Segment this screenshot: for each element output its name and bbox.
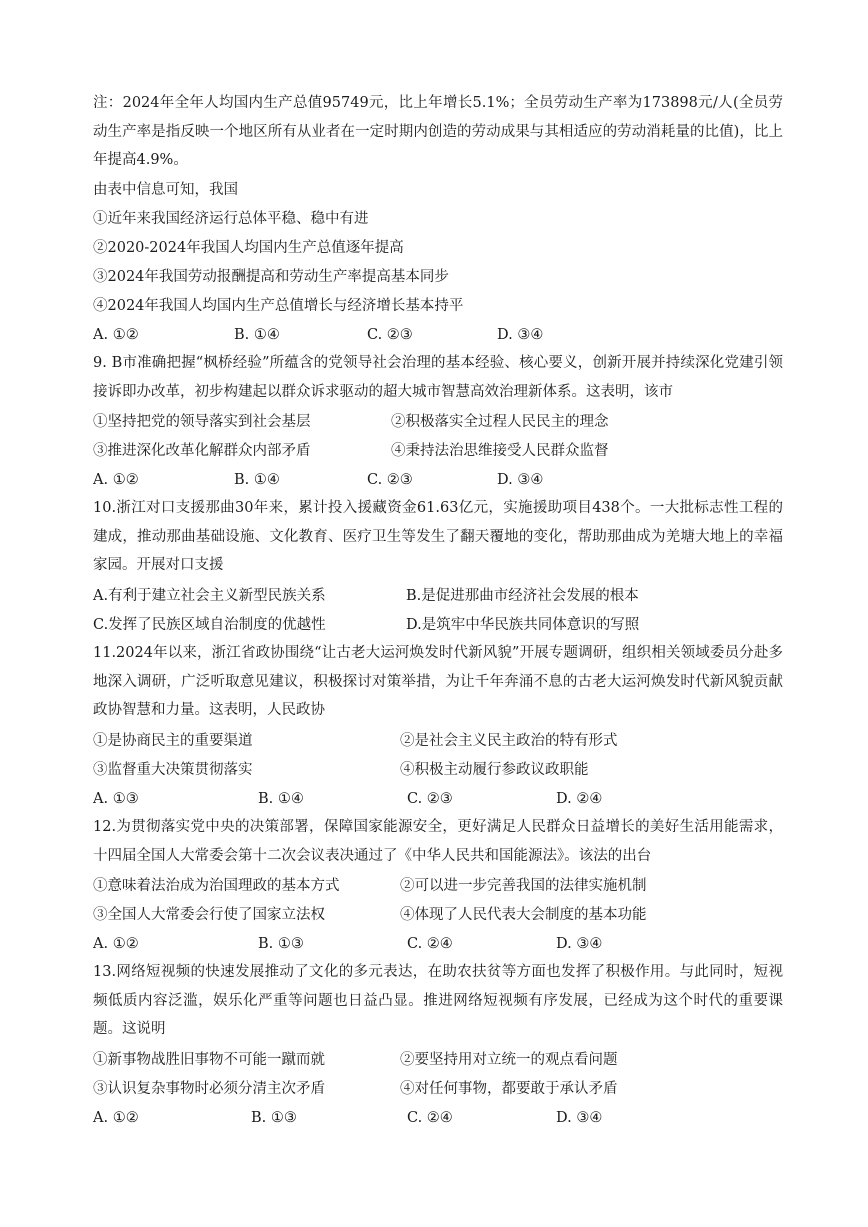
- q12-option-c[interactable]: C. ②④: [407, 936, 453, 952]
- table-note: 注：2024年全年人均国内生产总值95749元，比上年增长5.1%；全员劳动生产率为173898元/人(全员劳动生产率是指反映一个地区所有从业者在一定时期内创造的劳动成果与其相适应的劳动消耗量的比值)，比上年提高4.9%。: [93, 95, 783, 169]
- q13-option-b[interactable]: B. ①③: [251, 1110, 297, 1126]
- q9-stem: 9. B市准确把握“枫桥经验”所蕴含的党领导社会治理的基本经验、核心要义，创新开展并持续深化党建引领接诉即办改革，初步构建起以群众诉求驱动的超大城市智慧高效治理新体系。这表明，该市: [93, 355, 783, 400]
- q11-option-d[interactable]: D. ②④: [556, 791, 603, 807]
- q13-item-4: ④对任何事物，都要敢于承认矛盾: [400, 1081, 618, 1097]
- q9-option-c[interactable]: C. ②③: [367, 472, 413, 488]
- q9-option-b[interactable]: B. ①④: [234, 472, 280, 488]
- q12-stem: 12.为贯彻落实党中央的决策部署，保障国家能源安全，更好满足人民群众日益增长的美好生活用能需求，十四届全国人大常委会第十二次会议表决通过了《中华人民共和国能源法》。该法的出台: [93, 819, 783, 864]
- q8-item-4: ④2024年我国人均国内生产总值增长与经济增长基本持平: [93, 298, 464, 314]
- q8-item-2: ②2020-2024年我国人均国内生产总值逐年提高: [93, 240, 404, 256]
- q8-option-d[interactable]: D. ③④: [497, 327, 544, 343]
- q12-item-2: ②可以进一步完善我国的法律实施机制: [400, 878, 647, 894]
- q10-option-d[interactable]: D.是筑牢中华民族共同体意识的写照: [406, 617, 640, 633]
- q12-item-3: ③全国人大常委会行使了国家立法权: [93, 907, 325, 923]
- q12-option-b[interactable]: B. ①③: [258, 936, 304, 952]
- q12-item-4: ④体现了人民代表大会制度的基本功能: [400, 907, 647, 923]
- q13-option-d[interactable]: D. ③④: [556, 1110, 603, 1126]
- q9-option-d[interactable]: D. ③④: [497, 472, 544, 488]
- q13-option-c[interactable]: C. ②④: [407, 1110, 453, 1126]
- q13-option-a[interactable]: A. ①②: [93, 1110, 139, 1126]
- q11-item-2: ②是社会主义民主政治的特有形式: [400, 733, 618, 749]
- q11-option-b[interactable]: B. ①④: [258, 791, 304, 807]
- q11-stem: 11.2024年以来，浙江省政协围绕“让古老大运河焕发时代新风貌”开展专题调研，组织相关领域委员分赴多地深入调研，广泛听取意见建议，积极探讨对策举措，为让千年奔涌不息的古老大运河焕发时代新风貌贡献政协智慧和力量。这表明，人民政协: [93, 645, 783, 719]
- q8-option-b[interactable]: B. ①④: [234, 327, 280, 343]
- q8-stem: 由表中信息可知，我国: [93, 182, 238, 198]
- q9-item-3: ③推进深化改革化解群众内部矛盾: [93, 443, 311, 459]
- q12-option-d[interactable]: D. ③④: [556, 936, 603, 952]
- q12-option-a[interactable]: A. ①②: [93, 936, 139, 952]
- q10-option-c[interactable]: C.发挥了民族区域自治制度的优越性: [93, 617, 326, 633]
- q13-item-2: ②要坚持用对立统一的观点看问题: [400, 1052, 618, 1068]
- q9-item-2: ②积极落实全过程人民民主的理念: [391, 414, 609, 430]
- q10-stem: 10.浙江对口支援那曲30年来，累计投入援藏资金61.63亿元，实施援助项目438个。一大批标志性工程的建成，推动那曲基础设施、文化教育、医疗卫生等发生了翻天覆地的变化，帮助那曲成为羌塘大地上的幸福家园。开展对口支援: [93, 500, 783, 574]
- q8-option-c[interactable]: C. ②③: [367, 327, 413, 343]
- q13-stem: 13.网络短视频的快速发展推动了文化的多元表达，在助农扶贫等方面也发挥了积极作用。与此同时，短视频低质内容泛滥，娱乐化严重等问题也日益凸显。推进网络短视频有序发展，已经成为这个时代的重要课题。这说明: [93, 964, 783, 1038]
- q13-item-1: ①新事物战胜旧事物不可能一蹴而就: [93, 1052, 325, 1068]
- q11-option-a[interactable]: A. ①③: [93, 791, 139, 807]
- q10-option-a[interactable]: A.有利于建立社会主义新型民族关系: [93, 588, 326, 604]
- q11-item-3: ③监督重大决策贯彻落实: [93, 762, 253, 778]
- q8-item-3: ③2024年我国劳动报酬提高和劳动生产率提高基本同步: [93, 269, 449, 285]
- q9-item-1: ①坚持把党的领导落实到社会基层: [93, 414, 311, 430]
- q12-item-1: ①意味着法治成为治国理政的基本方式: [93, 878, 340, 894]
- q9-item-4: ④秉持法治思维接受人民群众监督: [391, 443, 609, 459]
- q9-option-a[interactable]: A. ①②: [93, 472, 139, 488]
- q13-item-3: ③认识复杂事物时必须分清主次矛盾: [93, 1081, 325, 1097]
- q11-item-4: ④积极主动履行参政议政职能: [400, 762, 589, 778]
- q11-item-1: ①是协商民主的重要渠道: [93, 733, 253, 749]
- q11-option-c[interactable]: C. ②③: [407, 791, 453, 807]
- q8-item-1: ①近年来我国经济运行总体平稳、稳中有进: [93, 211, 369, 227]
- q10-option-b[interactable]: B.是促进那曲市经济社会发展的根本: [406, 588, 639, 604]
- q8-option-a[interactable]: A. ①②: [93, 327, 139, 343]
